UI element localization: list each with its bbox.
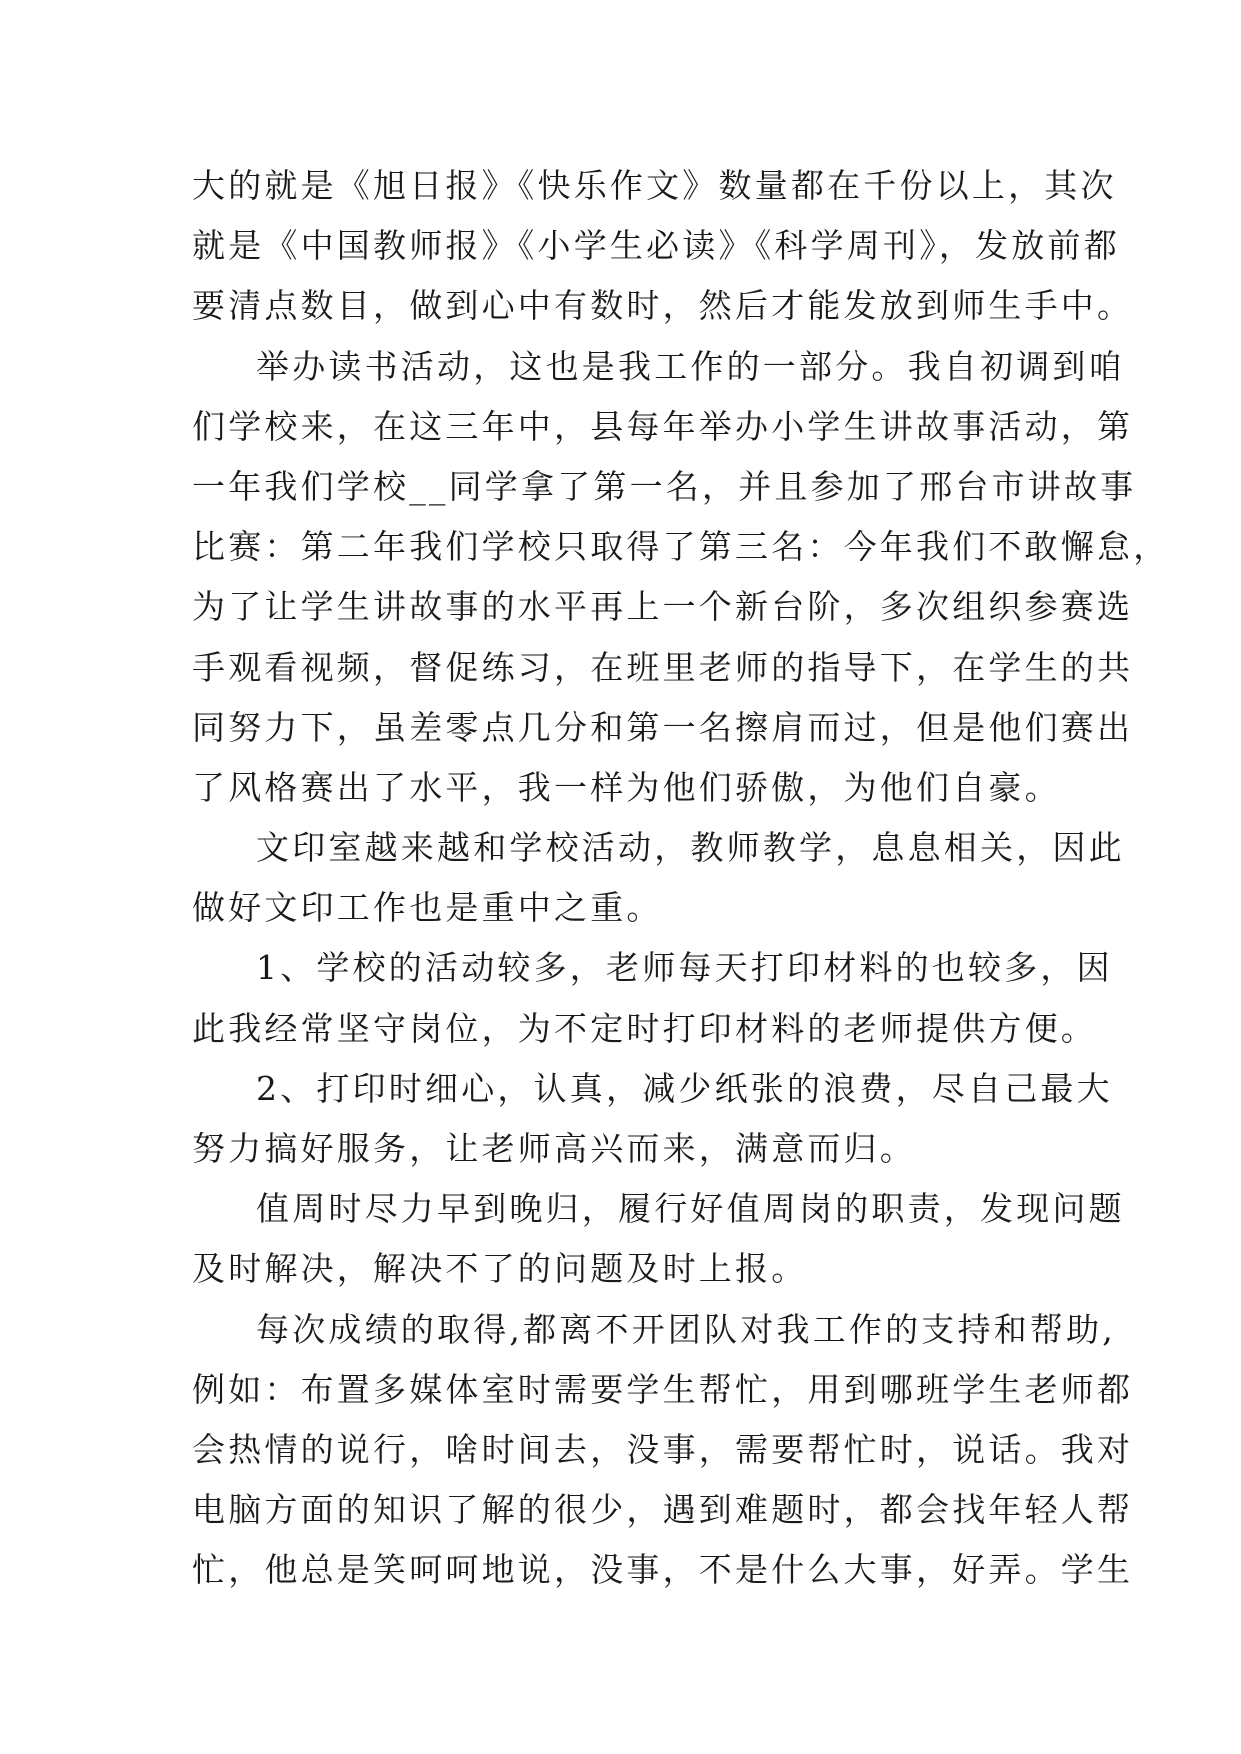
text-line: 努力搞好服务，让老师高兴而来，满意而归。 [192,1129,916,1168]
text-line: 电脑方面的知识了解的很少，遇到难题时，都会找年轻人帮 [192,1490,1134,1530]
text-line: 忙，他总是笑呵呵地说，没事，不是什么大事，好弄。学生 [192,1550,1134,1590]
paragraph-first-line: 举办读书活动，这也是我工作的一部分。我自初调到咱 [256,346,1125,386]
text-line: 做好文印工作也是重中之重。 [192,888,663,928]
text-line: 就是《中国教师报》《小学生必读》《科学周刊》，发放前都 [192,226,1120,266]
text-line: 们学校来，在这三年中，县每年举办小学生讲故事活动，第 [192,406,1134,446]
text-line: 比赛：第二年我们学校只取得了第三名：今年我们不敢懈怠， [192,527,1170,567]
paragraph-first-line: 文印室越来越和学校活动，教师教学，息息相关，因此 [256,828,1125,868]
text-line: 要清点数目，做到心中有数时，然后才能发放到师生手中。 [192,286,1134,326]
text-line: 为了让学生讲故事的水平再上一个新台阶，多次组织参赛选 [192,587,1134,627]
paragraph-first-line: 每次成绩的取得,都离不开团队对我工作的支持和帮助, [256,1309,1116,1349]
text-line: 例如：布置多媒体室时需要学生帮忙，用到哪班学生老师都 [192,1369,1134,1409]
document-body [192,156,1170,1601]
text-line: 一年我们学校__同学拿了第一名，并且参加了邢台市讲故事 [192,466,1137,506]
text-line: 了风格赛出了水平，我一样为他们骄傲，为他们自豪。 [192,767,1061,807]
paragraph-first-line: 1、学校的活动较多，老师每天打印材料的也较多，因 [256,948,1113,988]
text-line: 会热情的说行，啥时间去，没事，需要帮忙时，说话。我对 [192,1429,1134,1469]
paragraph-first-line: 2、打印时细心，认真，减少纸张的浪费，尽自己最大 [256,1068,1113,1108]
text-line: 同努力下，虽差零点几分和第一名擦肩而过，但是他们赛出 [192,707,1134,747]
paragraph-first-line: 值周时尽力早到晚归，履行好值周岗的职责，发现问题 [256,1189,1125,1229]
text-line: 及时解决，解决不了的问题及时上报。 [192,1249,808,1289]
text-line: 此我经常坚守岗位，为不定时打印材料的老师提供方便。 [192,1008,1097,1048]
text-line: 手观看视频，督促练习，在班里老师的指导下，在学生的共 [192,647,1134,687]
text-line: 大的就是《旭日报》《快乐作文》数量都在千份以上，其次 [192,166,1117,205]
